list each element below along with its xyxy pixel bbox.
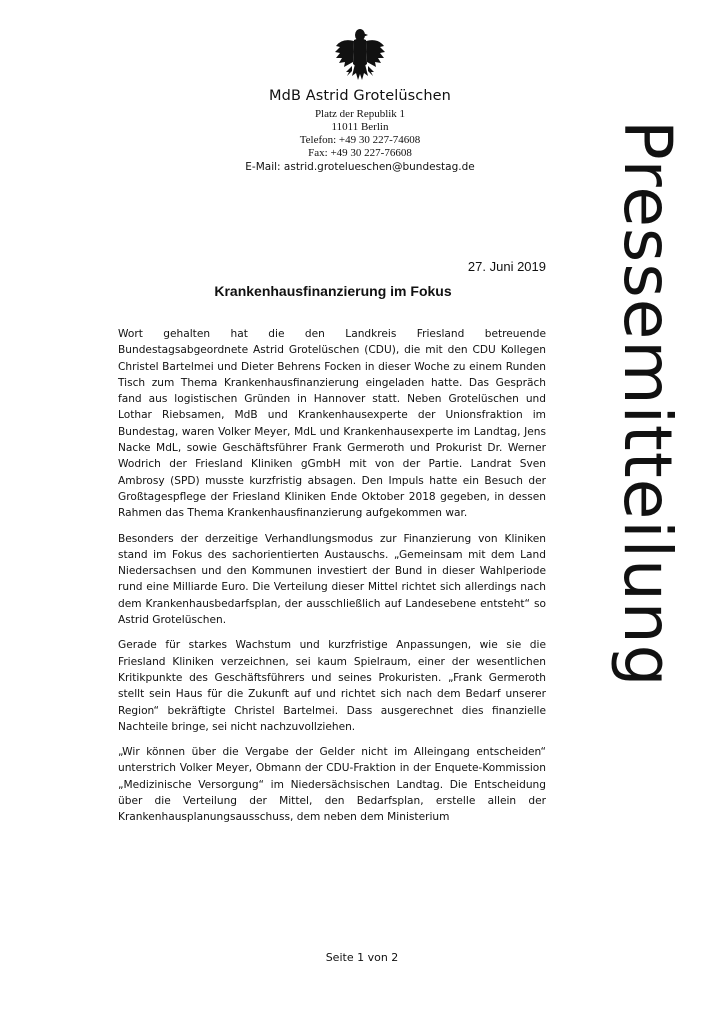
address-street: Platz der Republik 1 xyxy=(314,108,406,120)
sender-name: MdB Astrid Grotelüschen xyxy=(269,88,451,104)
email-address: E-Mail: astrid.grotelueschen@bundestag.de xyxy=(245,161,475,173)
sender-header xyxy=(180,88,540,174)
phone-number: Telefon: +49 30 227-74608 xyxy=(299,134,421,146)
paragraph: Wort gehalten hat die den Landkreis Friesland betreuende Bundestagsabgeordnete Astrid Grotelüschen (CDU), die mit den CDU Kollegen Christel Bartelmei und Dieter Behrens Focken in dieser Woche zu einem Runden Tisch zum Thema Krankenhausfinanzierung eingeladen hatte. Das Gespräch fand aus logistischen Gründen in Hannover statt. Neben Grotelüschen und Lothar Riebsamen, MdB und Krankenhausexperte der Unionsfraktion im Bundestag, waren Volker Meyer, MdL und Krankenhausexperte im Landtag, Jens Nacke MdL, sowie Geschäftsführer Frank Germeroth und Prokurist Dr. Werner Wodrich der Friesland Kliniken gGmbH mit von der Partie. Landrat Sven Ambrosy (SPD) musste kurzfristig absagen. Den Impuls hatte ein Besuch der Großtagespflege der Friesland Kliniken Ende Oktober 2018 gegeben, in dessen Rahmen das Thema Krankenhausfinanzierung aufgekommen war. xyxy=(118,328,546,520)
headline: Krankenhausfinanzierung im Fokus xyxy=(214,283,452,299)
release-date: 27. Juni 2019 xyxy=(467,259,546,274)
federal-eagle-icon xyxy=(334,26,386,82)
article-body xyxy=(118,326,546,835)
press-release-side-title: Pressemitteilung xyxy=(609,120,686,688)
paragraph: Gerade für starkes Wachstum und kurzfristige Anpassungen, wie sie die Friesland Kliniken verzeichnen, sei kaum Spielraum, einer der wesentlichen Kritikpunkte des Geschäftsführers und seines Prokuristen. „Frank Germeroth stellt sein Haus für die Zukunft auf und richtet sich nach dem Bedarf unserer Region“ bekräftigte Christel Bartelmei. Dass ausgerechnet dies finanzielle Nachteile bringe, sei nicht nachzuvollziehen. xyxy=(118,639,546,733)
address-city: 11011 Berlin xyxy=(331,121,389,133)
page-number: Seite 1 von 2 xyxy=(325,951,399,964)
fax-number: Fax: +49 30 227-76608 xyxy=(308,147,412,159)
paragraph: „Wir können über die Vergabe der Gelder nicht im Alleingang entscheiden“ unterstrich Volker Meyer, Obmann der CDU-Fraktion in der Enquete-Kommission „Medizinische Versorgung“ im Niedersächsischen Landtag. Die Entscheidung über die Verteilung der Mittel, den Bedarfsplan, erstelle allein der Krankenhausplanungsausschuss, dem neben dem Ministerium xyxy=(118,746,546,824)
paragraph: Besonders der derzeitige Verhandlungsmodus zur Finanzierung von Kliniken stand im Fokus des sachorientierten Austauschs. „Gemeinsam mit dem Land Niedersachsen und den Kommunen investiert der Bund in dieser Wahlperiode rund eine Milliarde Euro. Die Verteilung dieser Mittel richtet sich allerdings nach dem Krankenhausbedarfsplan, der ausschließlich auf Landesebene entsteht“ so Astrid Grotelüschen. xyxy=(118,532,546,627)
